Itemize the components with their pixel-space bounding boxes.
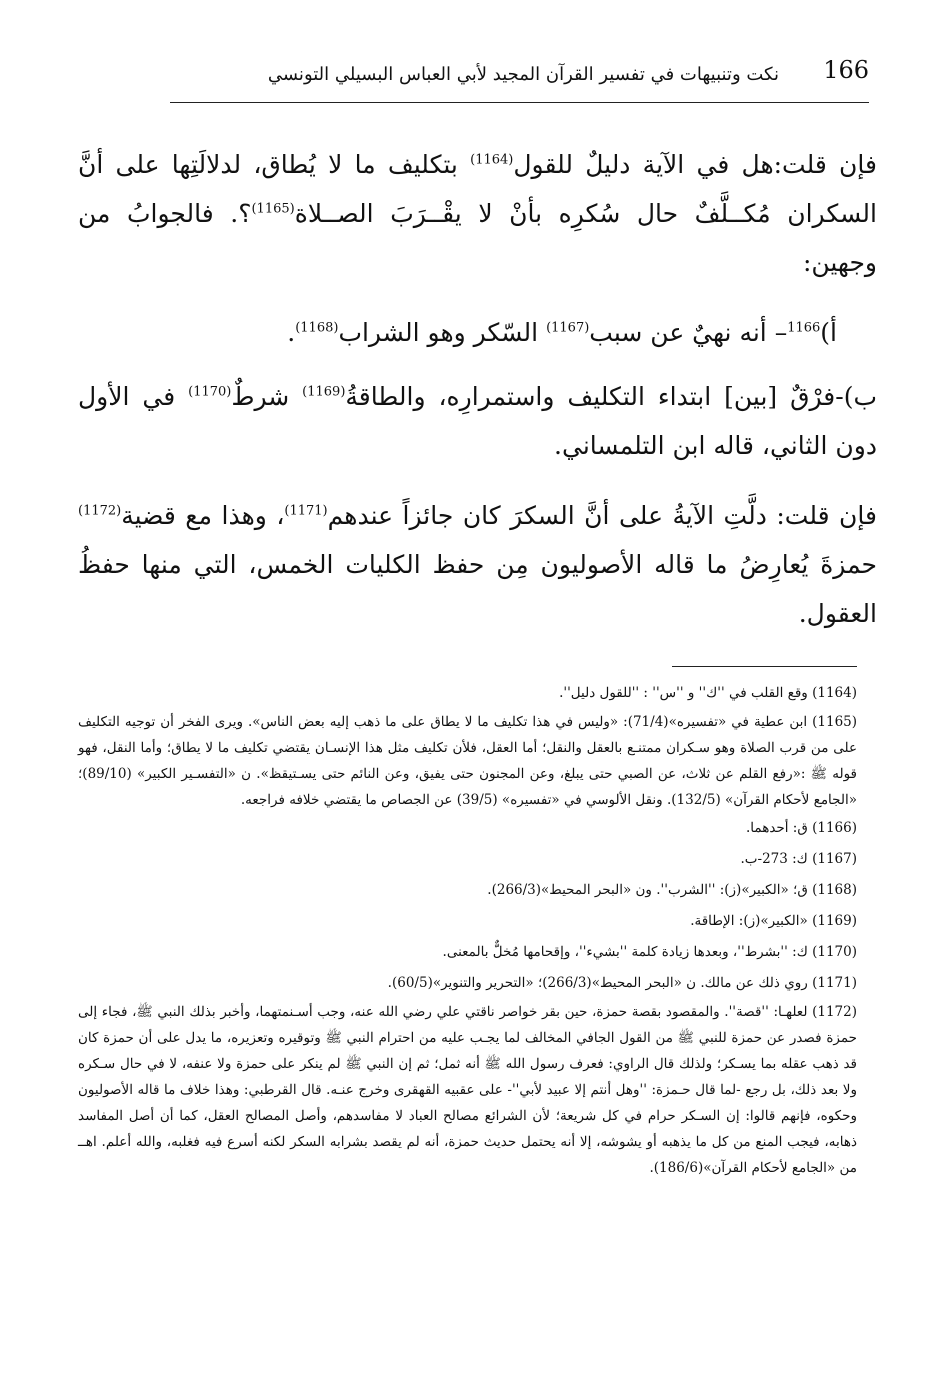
paragraph-question-1 (78, 140, 877, 287)
footnote-text: ابن عطية في «تفسيره»(71/4): «وليس في هذا تكليف ما لا يطاق على ما ذهب إليه بعض الناس». ويرى الفخر أن توجيه التكليف على من قرب الصلاة وهو سـكران ممتنـع بالعقل والنقل؛ أما العقل، فلأن تكليف مثل هذا الإنسـان يقتضي تكليف ما لا يطاق؛ وأما النقل، فهو قوله ﷺ :«رفع القلم عن ثلاث، عن الصبي حتى يبلغ، وعن المجنون حتى يفيق، وعن النائم حتى يسـتيقظ». ن «التفسـير الكبير» (89/10)؛ «الجامع لأحكام القرآن» (132/5). ونقل الألوسي في «تفسيره» (39/5) عن الجصاص ما يقتضي خلافه فراجعه. (78, 714, 857, 808)
footnote-1168 (78, 875, 857, 906)
paragraph-answer-b (78, 372, 877, 470)
footnotes (78, 678, 857, 1181)
footnote-divider (672, 666, 857, 667)
main-text (78, 140, 877, 659)
footnote-text: ك: 273-ب. (740, 851, 813, 867)
footnote-ref: (1169) (302, 384, 346, 400)
footnote-ref: 1166 (787, 320, 821, 336)
footnote-text: ق؛ «الكبير»(ز): ''الشرب''. ون «البحر المحيط»(266/3). (487, 882, 813, 898)
footnote-number: (1168) (812, 882, 857, 898)
text-segment: في الأول دون الثاني، قاله ابن التلمساني. (78, 382, 877, 460)
footnote-text: ك: ''بشرط''، وبعدها زيادة كلمة ''بشيء''، وإقحامها مُخلٌّ بالمعنى. (442, 944, 813, 960)
page-number: 166 (823, 56, 869, 84)
footnote-ref: (1165) (251, 201, 295, 217)
footnote-number: (1171) (812, 975, 857, 991)
header-title: نكت وتنبيهات في تفسير القرآن المجيد لأبي العباس البسيلي التونسي (267, 64, 779, 85)
text-segment: – أنه نهيٌ عن سبب (589, 318, 788, 347)
footnote-number: (1164) (812, 685, 857, 701)
footnote-ref: (1172) (78, 503, 122, 519)
footnote-1165 (78, 709, 857, 813)
text-segment: فإن قلت: دلَّتِ الآيةُ على أنَّ السكرَ كان جائزاً عندهم (327, 501, 877, 530)
footnote-number: (1169) (812, 913, 857, 929)
footnote-ref: (1168) (295, 320, 339, 336)
text-segment: ؟. فالجوابُ من وجهين: (78, 199, 877, 277)
text-segment: ، وهذا مع قضية (121, 501, 285, 530)
footnote-1171 (78, 968, 857, 999)
footnote-number: (1170) (812, 944, 857, 960)
text-segment: . (287, 318, 296, 347)
footnote-text: ق: أحدهما. (745, 820, 813, 836)
footnote-1164 (78, 678, 857, 709)
footnote-ref: (1170) (188, 384, 232, 400)
footnote-number: (1166) (812, 820, 857, 836)
text-segment: فإن قلت:هل في الآية دليلٌ للقول (513, 150, 877, 179)
footnote-1167 (78, 844, 857, 875)
paragraph-answer-a (78, 308, 877, 357)
footnote-ref: (1167) (546, 320, 590, 336)
footnote-1170 (78, 937, 857, 968)
footnote-text: لعلهـا: ''قصة''. والمقصود بقصة حمزة، حين بقر خواصر ناقتي علي رضي الله عنه، وجب أسـنمتهما، وأخبر بذلك النبي ﷺ، فجاء إلى حمزة فصدر عن حمزة للنبي ﷺ من القول الجافي المخالف لما يجـب عليه من احترام النبي ﷺ وتوقيره وتعزيره، ما يدل على أن حمزة كان قد ذهب عقله بما يسـكر؛ ولذلك قال الراوي: فعرف رسول الله ﷺ أنه ثمل؛ ثم إن النبي ﷺ لم ينكر على حمزة ولا عنفه، لا في حال سـكره ولا بعد ذلك، بل رجع -لما قال حـمزة: ''وهل أنتم إلا عبيد لأبي''- على عقبيه القهقرى وخرج عنـه. قال القرطبي: وهذا خلاف ما قاله الأصوليون وحكوه، فإنهم قالوا: إن السـكر حرام في كل شريعة؛ لأن الشرائع مصالح العباد لا مفاسدهم، وأصل المصالح العقل، كما أن أصل المفاسد ذهابه، فيجب المنع من كل ما يذهبه أو يشوشه، إلا أنه يحتمل حديث حمزة، أنه لم يقصد بشرابه السكر لكنه أسرع فيه فغلبه، والله أعلم. اهــ من «الجامع لأحكام القرآن»(186/6). (78, 1004, 857, 1176)
text-segment: السّكر وهو الشراب (338, 318, 547, 347)
text-segment: حمزةَ يُعارِضُ ما قاله الأصوليون مِن حفظ الكليات الخمس، التي منها حفظُ العقول. (78, 550, 877, 628)
footnote-1172 (78, 999, 857, 1181)
running-header (170, 52, 869, 103)
footnote-text: روي ذلك عن مالك. ن «البحر المحيط»(266/3)؛ «التحرير والتنوير»(60/5). (387, 975, 813, 991)
paragraph-question-2 (78, 491, 877, 638)
text-segment: بتكليف ما لا يُطاق، لدلالَتِها على أنَّ السكران مُكــلَّفٌ حال سُكرِه بأنْ لا يقْــرَبَ الصــلاة (78, 150, 877, 228)
footnote-1166 (78, 813, 857, 844)
footnote-number: (1167) (812, 851, 857, 867)
text-segment: أ) (820, 318, 837, 347)
footnote-text: «الكبير»(ز): الإطاقة. (690, 913, 813, 929)
footnote-number: (1172) (812, 1004, 857, 1020)
footnote-ref: (1164) (470, 152, 514, 168)
footnote-ref: (1171) (284, 503, 328, 519)
footnote-1169 (78, 906, 857, 937)
footnote-number: (1165) (812, 714, 858, 730)
text-segment: شرطٌ (231, 382, 303, 411)
text-segment: ب)-فرْقٌ [بين] ابتداء التكليف واستمرارِه، والطاقةُ (345, 382, 877, 411)
footnote-text: وقع القلب في ''ك'' و ''س'' : ''للقول دليل''. (559, 685, 813, 701)
